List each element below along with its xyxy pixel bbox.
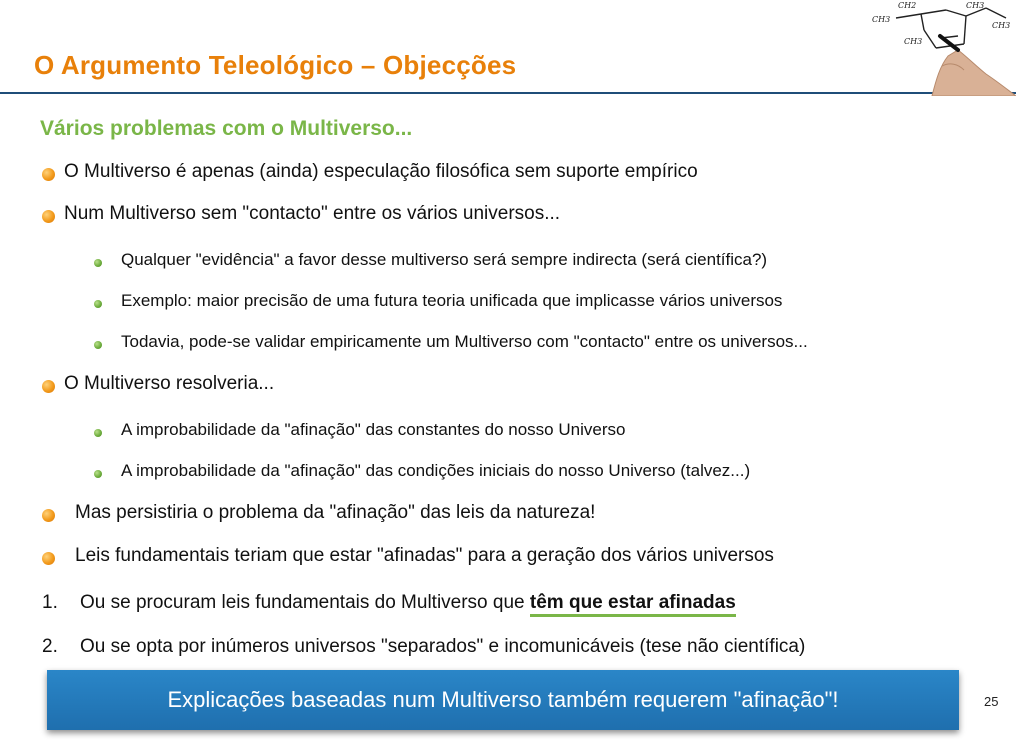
page-number: 25 [984, 694, 999, 709]
sub-bullet-however: Todavia, pode-se validar empiricamente um Multiverso com "contacto" entre os universos... [121, 332, 808, 351]
orange-bullet-icon [42, 509, 55, 522]
molecule-label-ch3-c: CH3 [992, 21, 1011, 30]
sub-bullet-evidence: Qualquer "evidência" a favor desse multiverso será sempre indirecta (será científica?) [121, 250, 768, 269]
molecule-label-ch3-b: CH3 [966, 1, 985, 10]
sub-bullet-example: Exemplo: maior precisão de uma futura teoria unificada que implicasse vários universos [121, 291, 783, 310]
molecule-label-ch2: CH2 [898, 1, 917, 10]
green-bullet-icon [94, 300, 102, 308]
bullet-no-contact: Num Multiverso sem "contacto" entre os vários universos... [64, 203, 561, 224]
green-bullet-icon [94, 470, 102, 478]
numbered-item-1 [80, 592, 736, 614]
green-bullet-icon [94, 259, 102, 267]
section-subtitle: Vários problemas com o Multiverso... [40, 117, 413, 140]
bullet-fundamental-laws: Leis fundamentais teriam que estar "afinadas" para a geração dos vários universos [75, 545, 774, 566]
hand-drawing-molecule-icon [866, 0, 1016, 96]
bullet-multiverse-speculation: O Multiverso é apenas (ainda) especulação filosófica sem suporte empírico [64, 161, 698, 182]
orange-bullet-icon [42, 380, 55, 393]
sub-bullet-constants: A improbabilidade da "afinação" das constantes do nosso Universo [121, 420, 626, 439]
numbered-item-1-text: Ou se procuram leis fundamentais do Multiverso que [80, 592, 530, 613]
highlighted-phrase: têm que estar afinadas [530, 592, 736, 617]
bullet-would-solve: O Multiverso resolveria... [64, 373, 275, 394]
numbered-item-2: Ou se opta por inúmeros universos "separados" e incomunicáveis (tese não científica) [80, 636, 806, 657]
conclusion-banner-text: Explicações baseadas num Multiverso também requerem "afinação"! [167, 687, 839, 712]
bullet-laws-problem: Mas persistiria o problema da "afinação" das leis da natureza! [75, 502, 596, 523]
orange-bullet-icon [42, 168, 55, 181]
orange-bullet-icon [42, 552, 55, 565]
conclusion-banner [47, 670, 959, 730]
green-bullet-icon [94, 429, 102, 437]
molecule-label-ch3-d: CH3 [904, 37, 923, 46]
slide-title: O Argumento Teleológico – Objecções [34, 50, 517, 80]
numbered-item-2-number: 2. [42, 636, 58, 657]
molecule-label-ch3-a: CH3 [872, 15, 891, 24]
numbered-item-1-number: 1. [42, 592, 58, 613]
title-divider [0, 92, 1016, 94]
green-bullet-icon [94, 341, 102, 349]
orange-bullet-icon [42, 210, 55, 223]
sub-bullet-initial-conditions: A improbabilidade da "afinação" das condições iniciais do nosso Universo (talvez...) [121, 461, 751, 480]
